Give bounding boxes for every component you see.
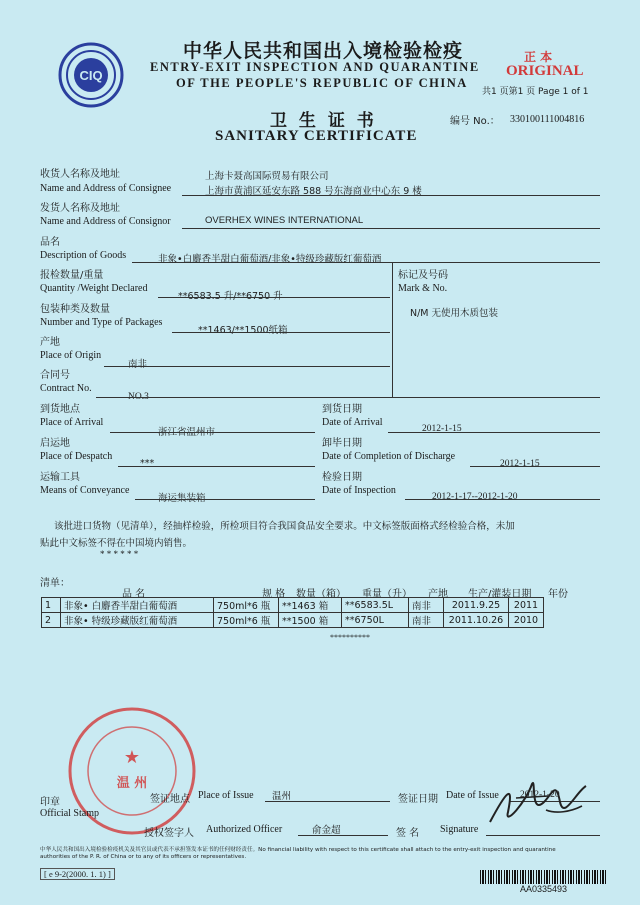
issue-place-underline (265, 801, 390, 802)
title-cn: 中华人民共和国出入境检验检疫 (183, 40, 464, 62)
packages-label-cn: 包装种类及数量 (40, 304, 110, 315)
row-qty: **1500 箱 (279, 613, 342, 628)
arrival-date-label-cn: 到货日期 (322, 404, 362, 415)
row-origin: 南非 (409, 598, 444, 613)
row-weight: **6750L (342, 613, 409, 628)
issue-place-label-en: Place of Issue (198, 790, 254, 801)
table-end-marks: ********** (330, 633, 370, 642)
marks-label-en: Mark & No. (398, 283, 448, 294)
origin-label-cn: 产地 (40, 337, 60, 348)
statement-stars: * * * * * * (100, 549, 139, 559)
disclaimer-line2: authorities of the P. R. of China or to any of its officers or representatives. (40, 854, 247, 860)
arrival-date-underline (388, 432, 600, 433)
conveyance-value: 海运集装箱 (158, 493, 206, 504)
consignee-label-cn: 收货人名称及地址 (40, 169, 120, 180)
contract-underline (96, 397, 600, 398)
goods-value: 非象•白麝香半甜白葡萄酒/非象•特级珍藏版红葡萄酒 (158, 254, 382, 265)
signature-underline (486, 835, 600, 836)
consignor-value: OVERHEX WINES INTERNATIONAL (205, 215, 364, 226)
row-weight: **6583.5L (342, 598, 409, 613)
contract-value: NO.3 (128, 392, 149, 402)
col-header-qty: 数量（箱） (296, 589, 346, 600)
row-date: 2011.9.25 (444, 598, 509, 613)
quantity-value: **6583.5 升/**6750 升 (178, 291, 283, 302)
conveyance-label-cn: 运输工具 (40, 472, 80, 483)
marks-label-cn: 标记及号码 (398, 270, 448, 281)
conveyance-underline (135, 499, 315, 500)
arrival-label-cn: 到货地点 (40, 404, 80, 415)
cert-title-cn: 卫 生 证 书 (270, 111, 377, 131)
issue-place-label-cn: 签证地点 (150, 794, 190, 805)
cert-no-label: 编号 No.： (450, 116, 500, 127)
quantity-label-en: Quantity /Weight Declared (40, 283, 148, 294)
goods-label-cn: 品名 (40, 237, 60, 248)
table-row (42, 598, 544, 613)
origin-underline (104, 366, 390, 367)
marks-value: N/M 无使用木质包装 (410, 308, 499, 319)
marks-divider (392, 263, 393, 398)
page-info: 共1 页第1 页 Page 1 of 1 (482, 87, 589, 97)
original-en: ORIGINAL (506, 63, 584, 79)
packages-underline (172, 332, 390, 333)
discharge-value: 2012-1-15 (500, 459, 540, 469)
title-en-line2: OF THE PEOPLE'S REPUBLIC OF CHINA (176, 76, 468, 90)
row-year: 2011 (509, 598, 544, 613)
inspection-label-en: Date of Inspection (322, 485, 396, 496)
officer-underline (298, 835, 388, 836)
form-code: [ e 9-2(2000. 1. 1) ] (40, 868, 115, 880)
cert-no-value: 330100111004816 (510, 114, 585, 125)
officer-label-en: Authorized Officer (206, 824, 283, 835)
inspection-underline (405, 499, 600, 500)
despatch-label-cn: 启运地 (40, 438, 70, 449)
row-year: 2010 (509, 613, 544, 628)
goods-underline (132, 262, 600, 263)
row-name: 非象• 白麝香半甜白葡萄酒 (61, 598, 214, 613)
title-en-line1: ENTRY-EXIT INSPECTION AND QUARANTINE (150, 60, 480, 74)
col-header-date: 生产/灌装日期 (468, 589, 532, 600)
discharge-label-en: Date of Completion of Discharge (322, 451, 456, 462)
despatch-value: *** (140, 458, 155, 469)
issue-place-value: 温州 (272, 791, 292, 802)
despatch-underline (118, 466, 315, 467)
col-header-name: 品 名 (122, 589, 146, 600)
contract-label-cn: 合同号 (40, 370, 70, 381)
statement-line1: 该批进口货物（见清单），经抽样检验，所检项目符合我国食品安全要求。中文标签版面格式经检验合格，未加 (54, 521, 515, 532)
consignor-label-en: Name and Address of Consignor (40, 216, 171, 227)
arrival-date-label-en: Date of Arrival (322, 417, 383, 428)
serial-number: AA0335493 (520, 884, 568, 894)
consignee-underline (182, 195, 600, 196)
origin-value: 南非 (128, 359, 148, 370)
col-header-weight: 重量（升） (362, 589, 412, 600)
origin-label-en: Place of Origin (40, 350, 102, 361)
signature-label-cn: 签 名 (396, 828, 420, 839)
seal-text: 温 州 (116, 776, 148, 791)
col-header-year: 年份 (548, 589, 568, 600)
inspection-value: 2012-1-17--2012-1-20 (432, 492, 518, 502)
arrival-value: 浙江省温州市 (158, 427, 216, 438)
inspection-label-cn: 检验日期 (322, 472, 362, 483)
despatch-label-en: Place of Despatch (40, 451, 113, 462)
row-name: 非象• 特级珍藏版红葡萄酒 (61, 613, 214, 628)
barcode (480, 870, 608, 884)
officer-value: 俞金超 (312, 825, 341, 836)
quantity-label-cn: 报检数量/重量 (40, 270, 104, 281)
disclaimer-line1: 中华人民共和国出入境检验检疫机关及其官员或代表不承担签发本证书的任何财经责任。No financial liability with respect to this certificate shall attach to the entry-exit inspection and quarantine (40, 847, 556, 853)
consignee-value-2: 上海市黄浦区延安东路 588 号东海商业中心东 9 楼 (205, 186, 422, 197)
handwritten-signature (486, 772, 590, 832)
issue-date-label-cn: 签证日期 (398, 794, 438, 805)
goods-list-label: 清单： (40, 578, 70, 589)
original-cn: 正 本 (524, 50, 553, 64)
col-header-spec: 规 格 (262, 589, 286, 600)
issue-date-value: 2012-1-20 (520, 790, 560, 800)
row-date: 2011.10.26 (444, 613, 509, 628)
logo-text: CIQ (79, 68, 103, 83)
statement-line2: 贴此中文标签不得在中国境内销售。 (40, 538, 193, 549)
goods-label-en: Description of Goods (40, 250, 127, 261)
conveyance-label-en: Means of Conveyance (40, 485, 130, 496)
contract-label-en: Contract No. (40, 383, 92, 394)
arrival-underline (110, 432, 315, 433)
consignor-label-cn: 发货人名称及地址 (40, 203, 120, 214)
seal-label-en: Official Stamp (40, 808, 99, 819)
consignee-value-1: 上海卡聂高国际贸易有限公司 (205, 171, 329, 182)
row-number: 1 (42, 598, 61, 613)
consignee-label-en: Name and Address of Consignee (40, 183, 172, 194)
row-number: 2 (42, 613, 61, 628)
quantity-underline (158, 297, 390, 298)
arrival-date-value: 2012-1-15 (422, 424, 462, 434)
col-header-origin: 产地 (428, 589, 448, 600)
discharge-label-cn: 卸毕日期 (322, 438, 362, 449)
officer-label-cn: 授权签字人 (144, 828, 194, 839)
row-origin: 南非 (409, 613, 444, 628)
seal-label-cn: 印章 (40, 797, 60, 808)
row-spec: 750ml*6 瓶 (214, 613, 279, 628)
table-row (42, 613, 544, 628)
packages-label-en: Number and Type of Packages (40, 317, 163, 328)
ciq-logo (58, 42, 124, 108)
discharge-underline (470, 466, 600, 467)
svg-text:★: ★ (123, 747, 141, 768)
row-qty: **1463 箱 (279, 598, 342, 613)
consignor-underline (182, 228, 600, 229)
cert-title-en: SANITARY CERTIFICATE (215, 128, 418, 144)
issue-date-label-en: Date of Issue (446, 790, 499, 801)
packages-value: **1463/**1500纸箱 (198, 325, 288, 336)
signature-label-en: Signature (440, 824, 479, 835)
arrival-label-en: Place of Arrival (40, 417, 104, 428)
row-spec: 750ml*6 瓶 (214, 598, 279, 613)
goods-table (41, 597, 544, 628)
